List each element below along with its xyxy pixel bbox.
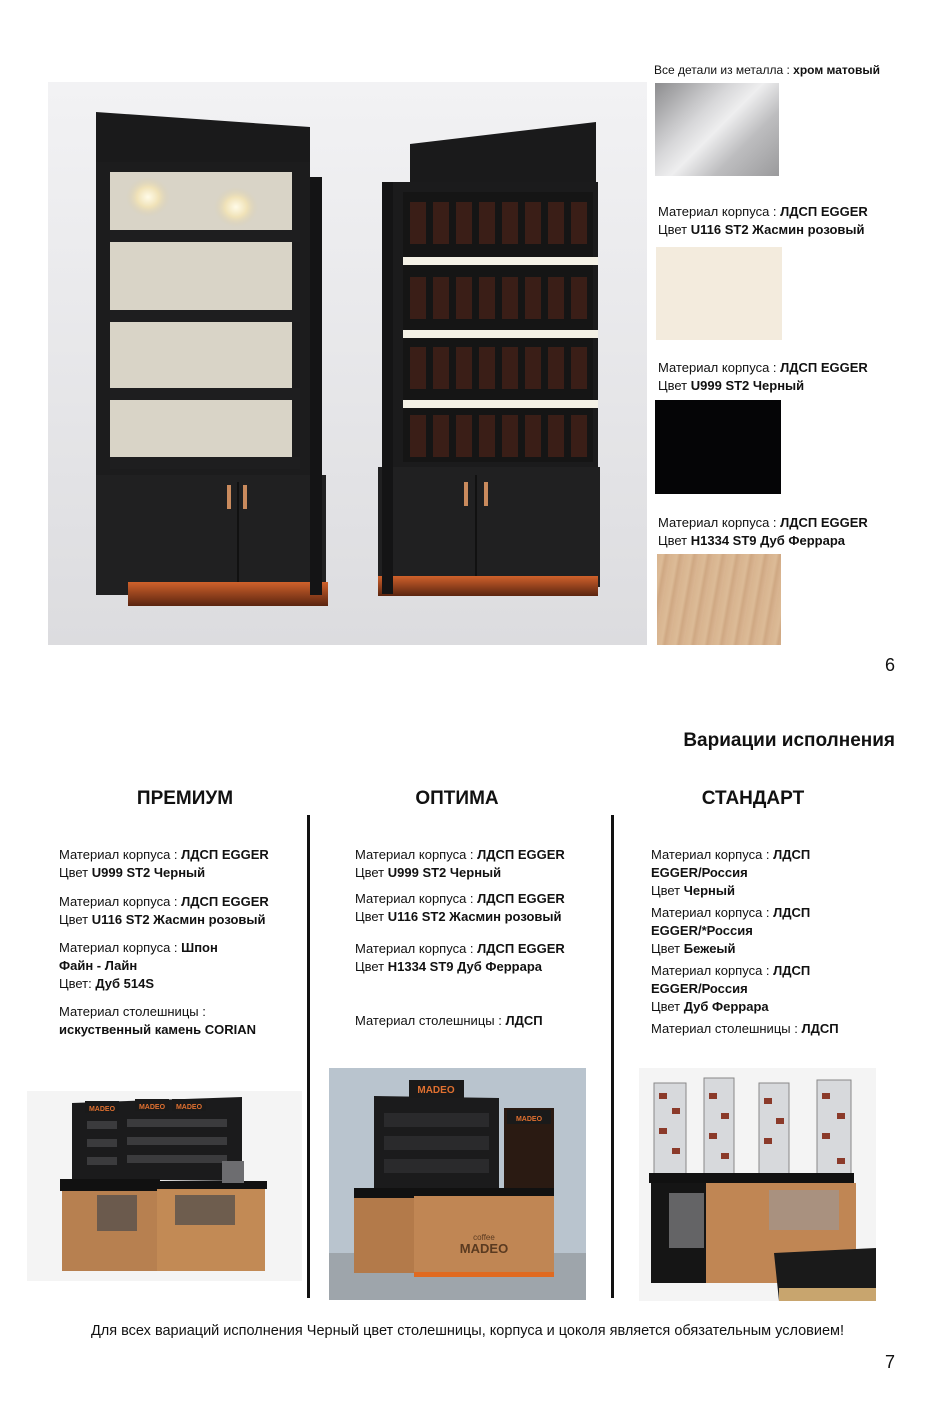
material-3-value: ЛДСП EGGER <box>780 515 868 530</box>
heading-optima: ОПТИМА <box>415 788 499 809</box>
optima-spec-3 <box>355 940 600 976</box>
column-divider-1 <box>307 815 310 1298</box>
spec-value: ЛДСП EGGER <box>477 941 565 956</box>
premium-spec-1 <box>59 846 299 882</box>
spec-value: Бежеый <box>683 941 736 956</box>
material-1-color-value: U116 ST2 Жасмин розовый <box>690 222 865 237</box>
optima-logo-small: coffee <box>473 1233 495 1242</box>
jasmine-swatch <box>656 247 782 340</box>
black-swatch <box>655 400 781 494</box>
metal-note-value: хром матовый <box>793 63 880 77</box>
premium-spec-3 <box>59 939 299 993</box>
spec-value: Файн - Лайн <box>59 958 138 973</box>
spec-value: ЛДСП EGGER <box>477 847 565 862</box>
page-number-7: 7 <box>885 1352 896 1372</box>
spec-value: ЛДСП EGGER <box>181 894 269 909</box>
material-2-value: ЛДСП EGGER <box>780 360 868 375</box>
chrome-swatch <box>655 83 779 176</box>
oak-swatch <box>657 554 781 645</box>
spec-value: ЛДСП <box>773 847 811 862</box>
heading-standard: СТАНДАРТ <box>701 788 805 809</box>
spec-value: ЛДСП <box>773 905 811 920</box>
optima-spec-4 <box>355 1012 600 1030</box>
metal-note-prefix: Все детали из металла : <box>654 63 794 77</box>
spec-label: Материал столешницы : <box>355 1013 506 1028</box>
spec-label: Цвет <box>651 999 684 1014</box>
premium-kiosk-drawing <box>27 1091 302 1281</box>
spec-value: ЛДСП EGGER <box>181 847 269 862</box>
spec-value: H1334 ST9 Дуб Феррара <box>387 959 543 974</box>
premium-specs <box>59 846 299 1039</box>
standard-spec-3 <box>651 962 881 1016</box>
spec-value: U999 ST2 Черный <box>91 865 206 880</box>
cabinet-render-drawing <box>48 82 647 645</box>
premium-logo-1: MADEO <box>88 1106 116 1113</box>
premium-logo-3: MADEO <box>175 1104 203 1111</box>
spec-label: Цвет <box>59 865 92 880</box>
spec-value: Дуб 514S <box>95 976 155 991</box>
spec-label: Материал столешницы : <box>651 1021 802 1036</box>
footer-note: Для всех вариаций исполнения Черный цвет столешницы, корпуса и цоколя является обязательным условием! <box>90 1323 845 1339</box>
optima-logo-side: MADEO <box>515 1116 543 1123</box>
spec-value: U116 ST2 Жасмин розовый <box>91 912 266 927</box>
optima-logo-top: MADEO <box>417 1085 455 1096</box>
spec-label: Материал корпуса : <box>651 847 774 862</box>
spec-label: Материал корпуса : <box>355 847 478 862</box>
optima-logo-front: MADEO <box>459 1241 509 1256</box>
material-3-label: Материал корпуса : <box>658 515 781 530</box>
column-divider-2 <box>611 815 614 1298</box>
standard-spec-4 <box>651 1020 881 1038</box>
spec-value: EGGER/Россия <box>651 865 748 880</box>
optima-kiosk-render <box>329 1068 586 1300</box>
spec-label: Материал корпуса : <box>355 941 478 956</box>
standard-specs <box>651 846 881 1038</box>
spec-value: U999 ST2 Черный <box>387 865 502 880</box>
standard-kiosk-drawing <box>639 1068 876 1301</box>
material-1-color-label: Цвет <box>658 222 691 237</box>
material-spec-3 <box>658 514 868 550</box>
spec-value: Дуб Феррара <box>683 999 769 1014</box>
material-2-label: Материал корпуса : <box>658 360 781 375</box>
spec-label: Цвет <box>651 883 684 898</box>
spec-value: U116 ST2 Жасмин розовый <box>387 909 562 924</box>
spec-label: Материал столешницы : <box>59 1004 206 1019</box>
spec-label: Цвет <box>355 959 388 974</box>
material-2-color-value: U999 ST2 Черный <box>690 378 805 393</box>
material-spec-1 <box>658 203 868 239</box>
spec-value: ЛДСП <box>773 963 811 978</box>
premium-spec-4 <box>59 1003 299 1039</box>
material-3-color-value: H1334 ST9 Дуб Феррара <box>690 533 846 548</box>
page-number-6: 6 <box>885 655 896 675</box>
spec-label: Материал корпуса : <box>59 894 182 909</box>
spec-value: EGGER/Россия <box>651 981 748 996</box>
material-3-color-label: Цвет <box>658 533 691 548</box>
spec-value: Черный <box>683 883 736 898</box>
optima-kiosk-drawing <box>329 1068 586 1300</box>
standard-spec-1 <box>651 846 881 900</box>
spec-value: искуственный камень CORIAN <box>59 1022 257 1037</box>
premium-kiosk-render <box>27 1091 302 1281</box>
optima-spec-1 <box>355 846 600 882</box>
cabinet-render <box>48 82 647 645</box>
spec-value: ЛДСП <box>801 1021 839 1036</box>
spec-label: Материал корпуса : <box>651 963 774 978</box>
spec-label: Материал корпуса : <box>355 891 478 906</box>
heading-premium: ПРЕМИУМ <box>136 788 234 809</box>
premium-logo-2: MADEO <box>138 1104 166 1111</box>
spec-label: Цвет <box>355 865 388 880</box>
spec-label: Материал корпуса : <box>59 940 182 955</box>
spec-label: Цвет: <box>59 976 96 991</box>
standard-spec-2 <box>651 904 881 958</box>
variations-title: Вариации исполнения <box>683 730 895 751</box>
spec-value: ЛДСП EGGER <box>477 891 565 906</box>
spec-label: Цвет <box>651 941 684 956</box>
optima-spec-2 <box>355 890 600 926</box>
spec-value: EGGER/*Россия <box>651 923 753 938</box>
standard-kiosk-render <box>639 1068 876 1301</box>
spec-label: Цвет <box>59 912 92 927</box>
material-1-value: ЛДСП EGGER <box>780 204 868 219</box>
optima-specs <box>355 846 600 1030</box>
spec-label: Материал корпуса : <box>651 905 774 920</box>
material-1-label: Материал корпуса : <box>658 204 781 219</box>
spec-value: Шпон <box>181 940 218 955</box>
material-2-color-label: Цвет <box>658 378 691 393</box>
spec-label: Материал корпуса : <box>59 847 182 862</box>
metal-note <box>654 61 880 79</box>
premium-spec-2 <box>59 893 299 929</box>
material-spec-2 <box>658 359 868 395</box>
spec-label: Цвет <box>355 909 388 924</box>
spec-value: ЛДСП <box>505 1013 543 1028</box>
